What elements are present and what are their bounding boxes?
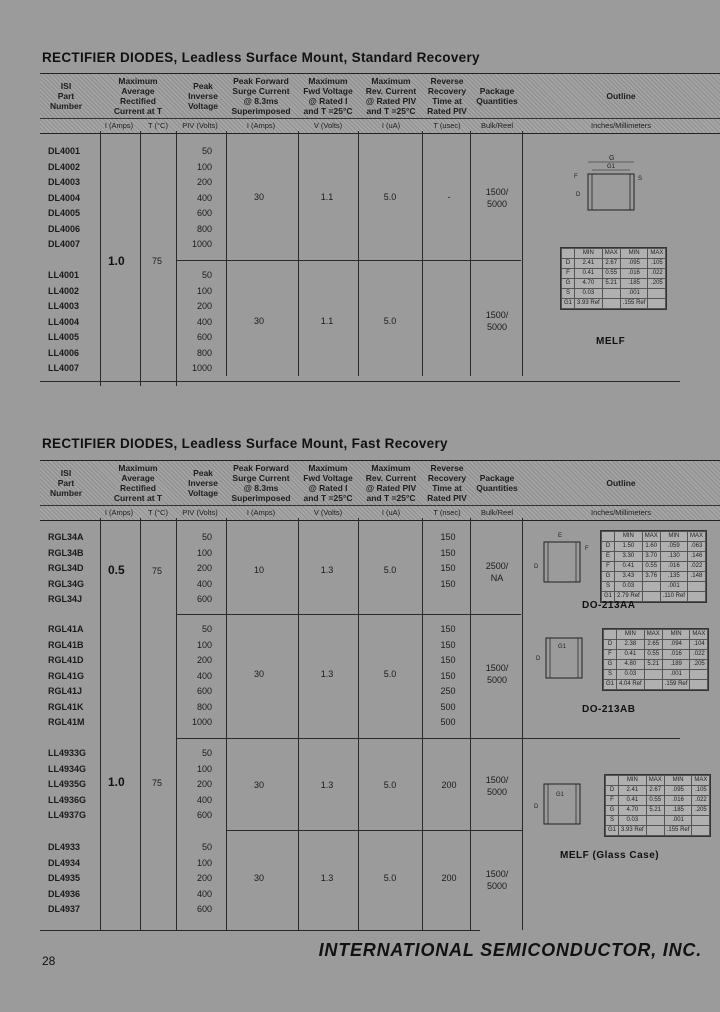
outline-name: MELF (Glass Case): [560, 850, 660, 861]
list-item: 250: [440, 686, 456, 696]
unit-piv: PIV (Volts): [182, 508, 218, 517]
list-item: DL4006: [48, 223, 81, 234]
list-item: 100: [196, 763, 212, 774]
unit-surge: I (Amps): [246, 508, 276, 517]
list-item: 600: [196, 208, 212, 218]
unit-ir: I (uA): [381, 508, 401, 517]
list-item: 50: [201, 270, 212, 280]
list-item: 600: [196, 594, 212, 604]
section1-title: RECTIFIER DIODES, Leadless Surface Mount, Standard Recovery: [42, 50, 480, 65]
list-item: RGL41K: [48, 701, 84, 712]
tc-value: 75: [152, 566, 163, 576]
list-item: RGL34D: [48, 563, 84, 573]
list-item: RGL41D: [48, 655, 84, 665]
list-item: 50: [201, 624, 212, 634]
hdr-trr: Reverse Recovery Time at Rated PIV: [427, 463, 467, 503]
list-item: DL4935: [48, 873, 81, 883]
units-row: [40, 119, 720, 134]
svg-text:E: E: [558, 533, 563, 539]
ir-value: 5.0: [383, 192, 397, 202]
unit-outline: Inches/Millimeters: [590, 508, 651, 517]
list-item: RGL41M: [48, 717, 85, 727]
hdr-package: Package Quantities: [476, 473, 518, 493]
hdr-piv: Peak Inverse Voltage: [187, 81, 219, 111]
list-item: 50: [201, 748, 212, 758]
list-item: DL4007: [48, 239, 81, 249]
vf-value: 1.1: [320, 316, 334, 326]
list-item: RGL41J: [48, 686, 83, 696]
list-item: 150: [440, 670, 456, 681]
list-item: DL4933: [48, 842, 81, 852]
unit-trr: T (usec): [433, 121, 461, 130]
groupB-piv-list: [168, 622, 212, 731]
groupC-part-list: [48, 746, 108, 824]
svg-text:D: D: [576, 192, 581, 198]
unit-package: Bulk/Reel: [480, 121, 514, 130]
surge-value: 30: [253, 669, 264, 679]
list-item: LL4003: [48, 301, 80, 311]
list-item: 150: [440, 532, 456, 542]
list-item: LL4006: [48, 347, 80, 358]
list-item: RGL34J: [48, 594, 83, 604]
hdr-surge: Peak Forward Surge Current @ 8.3ms Superimposed: [231, 76, 291, 116]
unit-outline: Inches/Millimeters: [590, 121, 651, 130]
unit-trr: T (nsec): [433, 508, 461, 517]
svg-text:G1: G1: [556, 792, 565, 798]
hdr-trr: Reverse Recovery Time at Rated PIV: [427, 76, 467, 116]
list-item: 50: [201, 532, 212, 542]
unit-surge: I (Amps): [246, 121, 276, 130]
list-item: 400: [196, 888, 212, 899]
melf-glass-dimension-table: MIN MAX MIN MAX D 2.41 2.67 .095 .105 F 0.41 0.55 .016 .022 G 4.70 5.21 .185 .205 S 0.03 .001 G1 3.93 Ref .155 Ref: [604, 774, 711, 837]
list-item: 150: [440, 655, 456, 665]
list-item: RGL41B: [48, 639, 84, 650]
list-item: DL4002: [48, 161, 81, 172]
list-item: LL4937G: [48, 810, 87, 820]
surge-value: 30: [253, 873, 264, 883]
table-header: [40, 461, 720, 506]
ir-value: 5.0: [383, 780, 397, 790]
svg-text:G1: G1: [607, 164, 616, 170]
do213ab-outline-drawing: [530, 626, 600, 690]
groupD-part-list: [48, 840, 108, 918]
outline-name: DO-213AA: [582, 600, 636, 611]
current-value: 1.0: [108, 775, 125, 789]
list-item: DL4936: [48, 888, 81, 899]
vf-value: 1.3: [320, 565, 334, 575]
surge-value: 30: [253, 192, 264, 202]
list-item: LL4935G: [48, 779, 87, 789]
company-brand: INTERNATIONAL SEMICONDUCTOR, INC.: [318, 940, 702, 960]
list-item: 200: [196, 655, 212, 665]
list-item: RGL41A: [48, 624, 84, 634]
section2-title: RECTIFIER DIODES, Leadless Surface Mount, Fast Recovery: [42, 436, 448, 451]
ir-value: 5.0: [383, 669, 397, 679]
hdr-current: Maximum Average Rectified Current at T: [113, 463, 163, 503]
ir-value: 5.0: [383, 316, 397, 326]
hdr-part: ISI Part Number: [49, 468, 83, 498]
list-item: RGL34B: [48, 547, 84, 558]
unit-package: Bulk/Reel: [480, 508, 514, 517]
groupC-piv-list: [168, 746, 212, 824]
hdr-vf: Maximum Fwd Voltage @ Rated I and T =25°C: [303, 463, 353, 503]
list-item: DL4937: [48, 904, 81, 914]
hdr-piv: Peak Inverse Voltage: [187, 468, 219, 498]
list-item: 400: [196, 670, 212, 681]
list-item: 600: [196, 904, 212, 914]
list-item: 200: [196, 301, 212, 311]
hdr-outline: Outline: [606, 478, 636, 488]
hdr-outline: Outline: [606, 91, 636, 101]
svg-text:G: G: [609, 155, 615, 162]
list-item: RGL41G: [48, 670, 85, 681]
current-value: 1.0: [108, 254, 125, 268]
tc-value: 75: [152, 778, 163, 788]
do213aa-dimension-table: MIN MAX MIN MAX D 1.50 1.60 .059 .063 E 3.30 3.70 .130 .146 F 0.41 0.55 .016 .022 G 3.43 3.76 .135 .148 S 0.03 .001 G1 2.79 Ref .110 Ref: [600, 530, 707, 603]
list-item: 600: [196, 686, 212, 696]
list-item: LL4002: [48, 285, 80, 296]
trr-value: 200: [441, 780, 457, 790]
list-item: 800: [196, 347, 212, 358]
current-value: 0.5: [108, 563, 125, 577]
list-item: 100: [196, 857, 212, 868]
svg-text:G1: G1: [558, 644, 567, 650]
list-item: 150: [440, 547, 456, 558]
unit-tc: T (°C): [148, 121, 168, 130]
svg-text:D: D: [536, 656, 541, 662]
package-value: 2500/ NA: [485, 561, 509, 583]
hdr-package: Package Quantities: [476, 86, 518, 106]
unit-vf: V (Volts): [313, 508, 343, 517]
unit-tc: T (°C): [148, 508, 168, 517]
list-item: 1000: [191, 363, 212, 373]
list-item: DL4001: [48, 146, 81, 156]
list-item: 200: [196, 873, 212, 883]
package-value: 1500/ 5000: [485, 310, 509, 332]
tc-value: 75: [152, 256, 163, 266]
list-item: DL4003: [48, 177, 81, 187]
vf-value: 1.3: [320, 780, 334, 790]
list-item: LL4007: [48, 363, 80, 373]
list-item: RGL34G: [48, 578, 85, 589]
hdr-ir: Maximum Rev. Current @ Rated PIV and T =25°C: [365, 76, 417, 116]
trr-value: 200: [441, 873, 457, 883]
svg-text:F: F: [585, 546, 589, 552]
list-item: 1000: [191, 239, 212, 249]
groupD-piv-list: [168, 840, 212, 918]
list-item: 200: [196, 177, 212, 187]
group2-piv-list: [168, 268, 212, 377]
hdr-part: ISI Part Number: [49, 81, 83, 111]
groupA-piv-list: [168, 530, 212, 608]
list-item: LL4001: [48, 270, 80, 280]
outline-name: DO-213AB: [582, 704, 636, 715]
group1-piv-list: [168, 144, 212, 253]
list-item: 400: [196, 578, 212, 589]
svg-text:D: D: [534, 804, 539, 810]
svg-text:F: F: [574, 174, 578, 180]
list-item: 600: [196, 332, 212, 342]
group1-part-list: [48, 144, 108, 253]
do213aa-outline-drawing: [530, 528, 600, 598]
do213ab-dimension-table: MIN MAX MIN MAX D 2.38 2.65 .094 .104 F 0.41 0.55 .016 .022 G 4.80 5.21 .189 .205 S 0.03 .001 G1 4.04 Ref .159 Ref: [602, 628, 709, 691]
groupB-trr-list: [428, 622, 468, 731]
list-item: 400: [196, 794, 212, 805]
unit-current: I (Amps): [104, 508, 134, 517]
package-value: 1500/ 5000: [485, 663, 509, 685]
list-item: 800: [196, 701, 212, 712]
list-item: RGL34A: [48, 532, 84, 542]
list-item: 50: [201, 146, 212, 156]
units-row: [40, 506, 720, 521]
hdr-vf: Maximum Fwd Voltage @ Rated I and T =25°C: [303, 76, 353, 116]
vf-value: 1.3: [320, 873, 334, 883]
ir-value: 5.0: [383, 873, 397, 883]
package-value: 1500/ 5000: [485, 187, 509, 209]
list-item: 150: [440, 639, 456, 650]
table-header: [40, 74, 720, 119]
ir-value: 5.0: [383, 565, 397, 575]
list-item: 100: [196, 285, 212, 296]
list-item: 500: [440, 701, 456, 712]
trr-value: -: [447, 192, 451, 202]
melf-glass-outline-drawing: [528, 770, 598, 840]
vf-value: 1.3: [320, 669, 334, 679]
list-item: LL4934G: [48, 763, 87, 774]
melf-dimension-table: MIN MAX MIN MAX D 2.41 2.67 .095 .105 F 0.41 0.55 .016 .022 G 4.70 5.21 .185 .205 S 0.03 .001 G1 3.93 Ref .155 Ref: [560, 247, 667, 310]
list-item: DL4004: [48, 192, 81, 203]
unit-ir: I (uA): [381, 121, 401, 130]
unit-current: I (Amps): [104, 121, 134, 130]
package-value: 1500/ 5000: [485, 775, 509, 797]
unit-vf: V (Volts): [313, 121, 343, 130]
list-item: 100: [196, 161, 212, 172]
surge-value: 10: [253, 565, 264, 575]
list-item: DL4005: [48, 208, 81, 218]
group2-part-list: [48, 268, 108, 377]
list-item: LL4933G: [48, 748, 87, 758]
list-item: 400: [196, 192, 212, 203]
melf-outline-drawing: [568, 152, 658, 232]
package-value: 1500/ 5000: [485, 869, 509, 891]
surge-value: 30: [253, 316, 264, 326]
list-item: 200: [196, 563, 212, 573]
list-item: 50: [201, 842, 212, 852]
list-item: 600: [196, 810, 212, 820]
list-item: 150: [440, 563, 456, 573]
groupB-part-list: [48, 622, 108, 731]
list-item: LL4936G: [48, 794, 87, 805]
hdr-surge: Peak Forward Surge Current @ 8.3ms Superimposed: [231, 463, 291, 503]
page-number: 28: [42, 954, 56, 968]
list-item: 100: [196, 547, 212, 558]
list-item: 150: [440, 578, 456, 589]
hdr-current: Maximum Average Rectified Current at T: [113, 76, 163, 116]
list-item: DL4934: [48, 857, 81, 868]
unit-piv: PIV (Volts): [182, 121, 218, 130]
outline-name: MELF: [596, 336, 626, 347]
svg-text:D: D: [534, 564, 539, 570]
groupA-part-list: [48, 530, 108, 608]
surge-value: 30: [253, 780, 264, 790]
hdr-ir: Maximum Rev. Current @ Rated PIV and T =25°C: [365, 463, 417, 503]
vf-value: 1.1: [320, 192, 334, 202]
list-item: LL4005: [48, 332, 80, 342]
list-item: 1000: [191, 717, 212, 727]
list-item: LL4004: [48, 316, 80, 327]
list-item: 200: [196, 779, 212, 789]
groupA-trr-list: [428, 530, 468, 592]
list-item: 800: [196, 223, 212, 234]
svg-text:S: S: [638, 176, 643, 182]
list-item: 100: [196, 639, 212, 650]
list-item: 150: [440, 624, 456, 634]
list-item: 500: [440, 717, 456, 727]
list-item: 400: [196, 316, 212, 327]
